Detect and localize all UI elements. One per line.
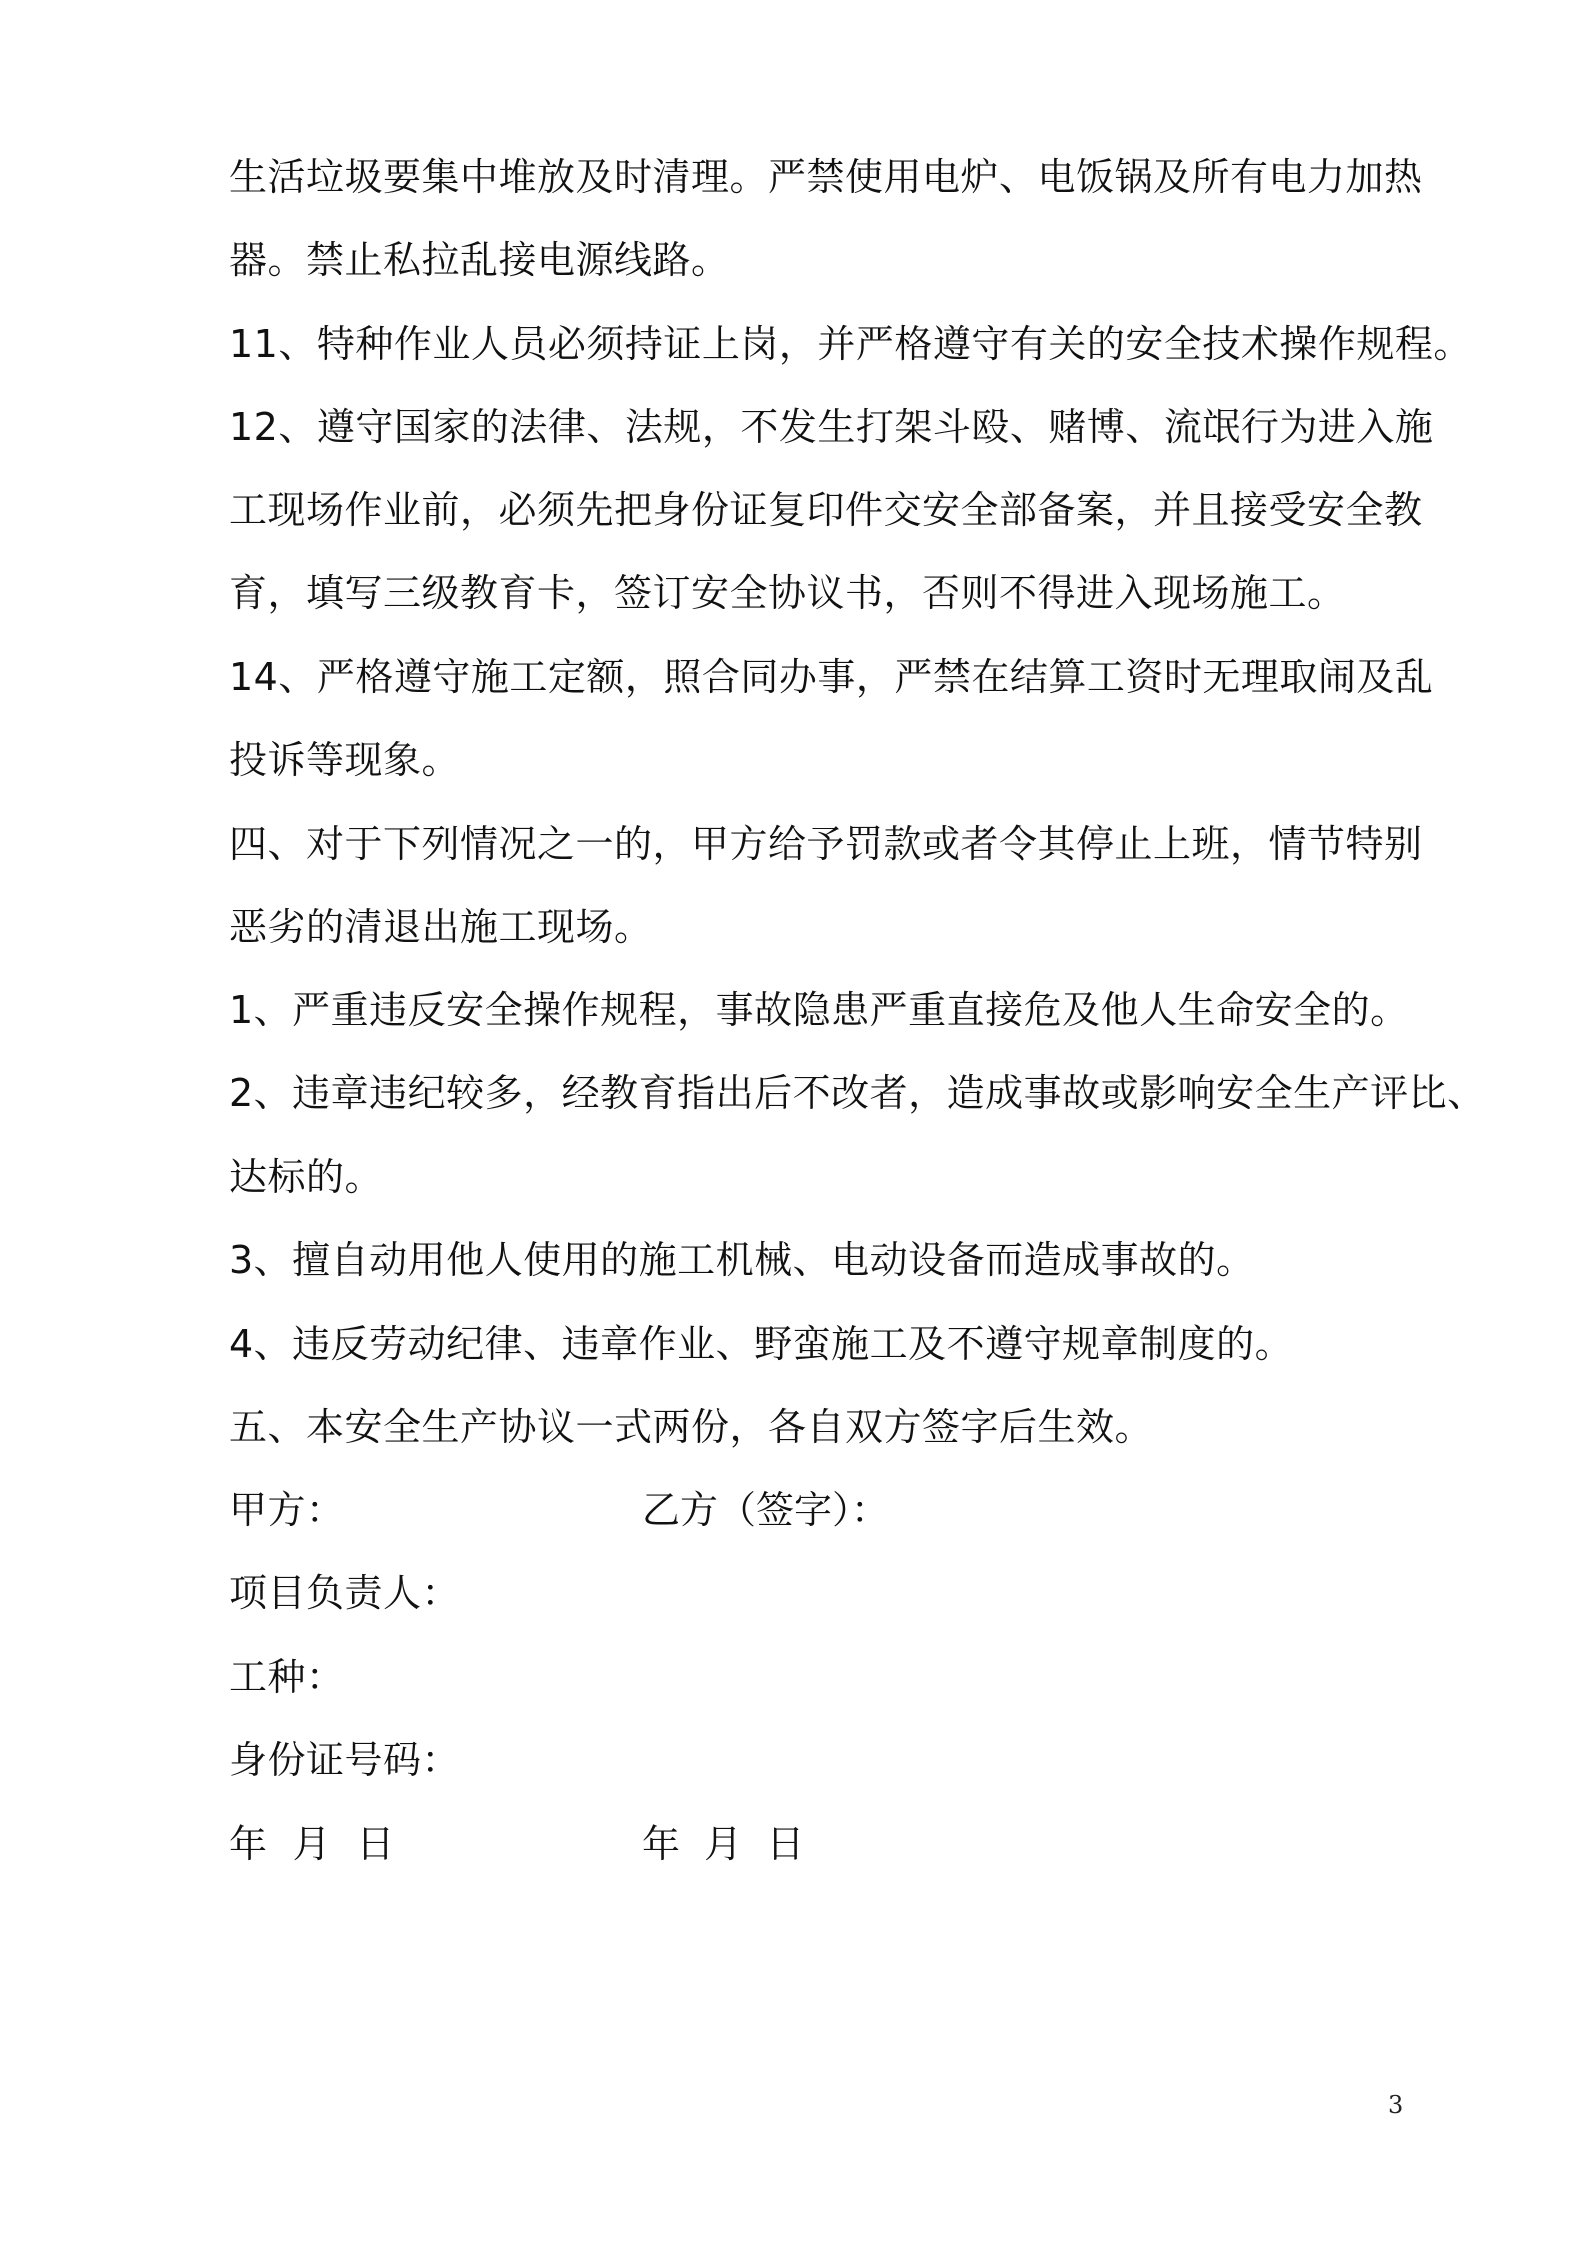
party-b-label: 乙方（签字）： xyxy=(642,1488,890,1532)
penalty-item-1: 1、严重违反安全操作规程，事故隐患严重直接危及他人生命安全的。 xyxy=(229,988,1409,1032)
penalty-item-2-line-1: 2、违章违纪较多，经教育指出后不改者，造成事故或影响安全生产评比、 xyxy=(229,1071,1486,1115)
body-line-1: 生活垃圾要集中堆放及时清理。严禁使用电炉、电饭锅及所有电力加热 xyxy=(229,155,1423,199)
clause-12-line-1: 12、遵守国家的法律、法规，不发生打架斗殴、赌博、流氓行为进入施 xyxy=(229,405,1434,449)
date-right: 年 月 日 xyxy=(642,1822,805,1866)
penalty-item-4: 4、违反劳动纪律、违章作业、野蛮施工及不遵守规章制度的。 xyxy=(229,1322,1294,1366)
body-line-2: 器。禁止私拉乱接电源线路。 xyxy=(229,238,730,282)
clause-12-line-2: 工现场作业前，必须先把身份证复印件交安全部备案，并且接受安全教 xyxy=(229,488,1423,532)
clause-14-line-2: 投诉等现象。 xyxy=(229,738,461,782)
section-4-line-2: 恶劣的清退出施工现场。 xyxy=(229,905,653,949)
project-manager-label: 项目负责人： xyxy=(229,1571,461,1615)
date-left: 年 月 日 xyxy=(229,1822,395,1866)
page-number: 3 xyxy=(1388,2091,1404,2119)
clause-14-line-1: 14、严格遵守施工定额，照合同办事，严禁在结算工资时无理取闹及乱 xyxy=(229,655,1434,699)
clause-11: 11、特种作业人员必须持证上岗，并严格遵守有关的安全技术操作规程。 xyxy=(229,322,1472,366)
trade-label: 工种： xyxy=(229,1655,345,1699)
section-5: 五、本安全生产协议一式两份，各自双方签字后生效。 xyxy=(229,1405,1154,1449)
clause-12-line-3: 育，填写三级教育卡，签订安全协议书，否则不得进入现场施工。 xyxy=(229,571,1346,615)
penalty-item-2-line-2: 达标的。 xyxy=(229,1155,384,1199)
party-a-label: 甲方： xyxy=(229,1488,345,1532)
penalty-item-3: 3、擅自动用他人使用的施工机械、电动设备而造成事故的。 xyxy=(229,1238,1255,1282)
section-4-line-1: 四、对于下列情况之一的，甲方给予罚款或者令其停止上班，情节特别 xyxy=(229,822,1423,866)
id-number-label: 身份证号码： xyxy=(229,1738,461,1782)
